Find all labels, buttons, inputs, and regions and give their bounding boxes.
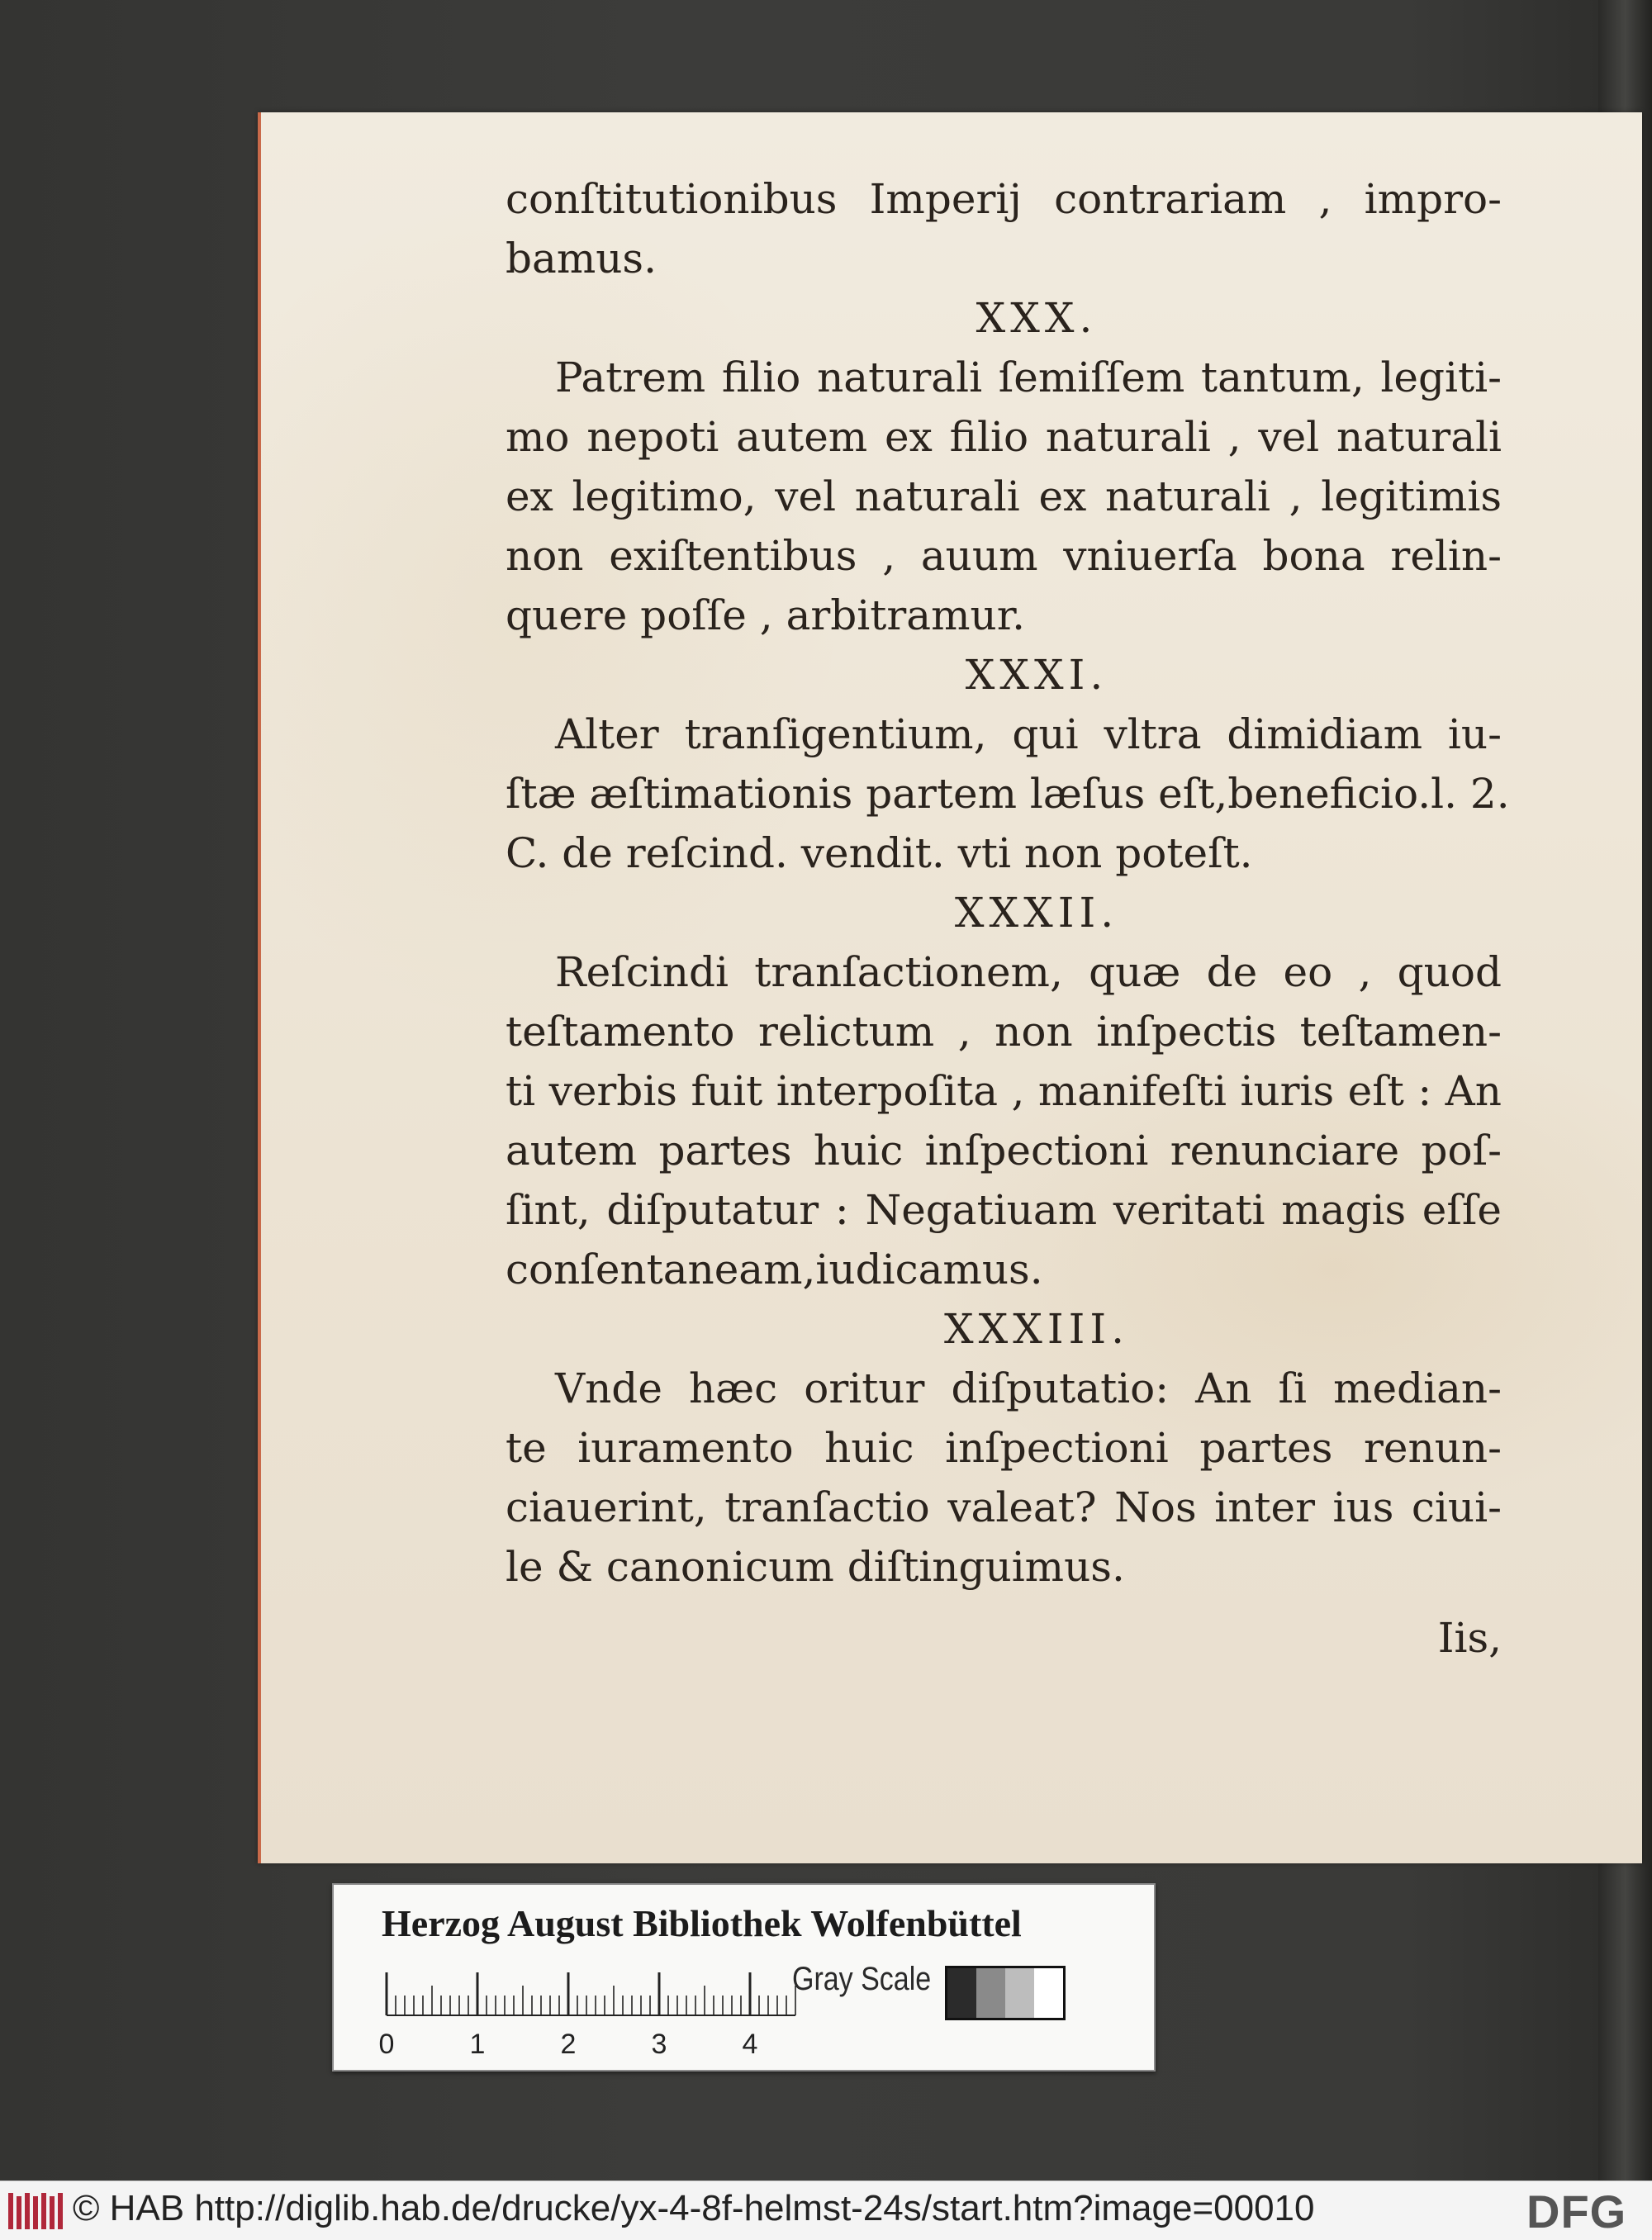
text-line: Reſcindi tranſactionem, quæ de eo , quod bbox=[555, 948, 1502, 996]
text-line: ti verbis fuit interpoſita , manifeſti iuris eſt : An bbox=[506, 1067, 1502, 1115]
logo-bar bbox=[17, 2196, 21, 2229]
logo-bar bbox=[58, 2193, 63, 2229]
text-line: Vnde hæc oritur diſputatio: An ſi median- bbox=[555, 1364, 1502, 1412]
library-name: Herzog August Bibliothek Wolfenbüttel bbox=[382, 1902, 1022, 1944]
ruler-number: 0 bbox=[378, 2029, 395, 2060]
section-heading: XXXI. bbox=[965, 651, 1108, 699]
gray-swatch-patch bbox=[1034, 1968, 1063, 2018]
gray-swatch-patch bbox=[976, 1968, 1005, 2018]
text-line: le & canonicum diſtinguimus. bbox=[506, 1543, 1125, 1591]
text-line: conſentaneam,iudicamus. bbox=[506, 1246, 1043, 1293]
section-heading: XXXIII. bbox=[944, 1305, 1129, 1353]
ruler-number: 4 bbox=[742, 2029, 758, 2060]
logo-bar bbox=[25, 2193, 30, 2229]
page-text bbox=[506, 169, 1510, 1668]
text-line: quere poſſe , arbitramur. bbox=[506, 591, 1026, 639]
logo-bar bbox=[41, 2193, 46, 2229]
text-line: ciauerint, tranſactio valeat? Nos inter ius ciui- bbox=[506, 1483, 1502, 1531]
logo-bar bbox=[8, 2193, 13, 2229]
text-line: ſtæ æſtimationis partem læſus eſt,beneficio.l. 2. bbox=[506, 770, 1510, 818]
reference-label-card bbox=[332, 1883, 1156, 2072]
scale-ruler bbox=[378, 1967, 780, 2060]
ruler-number: 3 bbox=[651, 2029, 667, 2060]
catchword: Iis, bbox=[1437, 1614, 1502, 1662]
footer-bar bbox=[0, 2181, 1652, 2240]
text-line: bamus. bbox=[506, 235, 657, 282]
text-line: Alter tranſigentium, qui vltra dimidiam iu- bbox=[555, 710, 1502, 758]
text-line: autem partes huic inſpectioni renunciare poſ- bbox=[506, 1127, 1502, 1175]
hab-logo-icon bbox=[7, 2193, 64, 2229]
gray-scale-swatch bbox=[945, 1966, 1066, 2020]
section-heading: XXXII. bbox=[954, 889, 1119, 937]
logo-bar bbox=[50, 2196, 55, 2229]
text-line: Patrem filio naturali ſemiſſem tantum, legiti- bbox=[555, 354, 1502, 401]
text-line: mo nepoti autem ex filio naturali , vel naturali bbox=[506, 413, 1502, 461]
gray-swatch-patch bbox=[1005, 1968, 1034, 2018]
text-line: conſtitutionibus Imperij contrariam , impro- bbox=[506, 175, 1502, 223]
text-line: ex legitimo, vel naturali ex naturali , legitimis bbox=[506, 472, 1502, 520]
gray-scale-label: Gray Scale bbox=[792, 1961, 932, 1997]
dfg-logo: DFG bbox=[1526, 2185, 1627, 2238]
ruler-number: 1 bbox=[469, 2029, 486, 2060]
text-line: ſint, diſputatur : Negatiuam veritati magis eſſe bbox=[506, 1186, 1502, 1234]
gray-swatch-patch bbox=[947, 1968, 976, 2018]
ruler-number: 2 bbox=[560, 2029, 577, 2060]
text-line: teſtamento relictum , non inſpectis teſtamen- bbox=[506, 1008, 1502, 1056]
text-line: non exiſtentibus , auum vniuerſa bona relin- bbox=[506, 532, 1502, 580]
logo-bar bbox=[33, 2196, 38, 2229]
text-line: C. de reſcind. vendit. vti non poteſt. bbox=[506, 829, 1253, 877]
section-heading: XXX. bbox=[976, 294, 1098, 342]
text-line: te iuramento huic inſpectioni partes renun- bbox=[506, 1424, 1502, 1472]
source-url[interactable]: © HAB http://diglib.hab.de/drucke/yx-4-8f-helmst-24s/start.htm?image=00010 bbox=[73, 2188, 1315, 2228]
